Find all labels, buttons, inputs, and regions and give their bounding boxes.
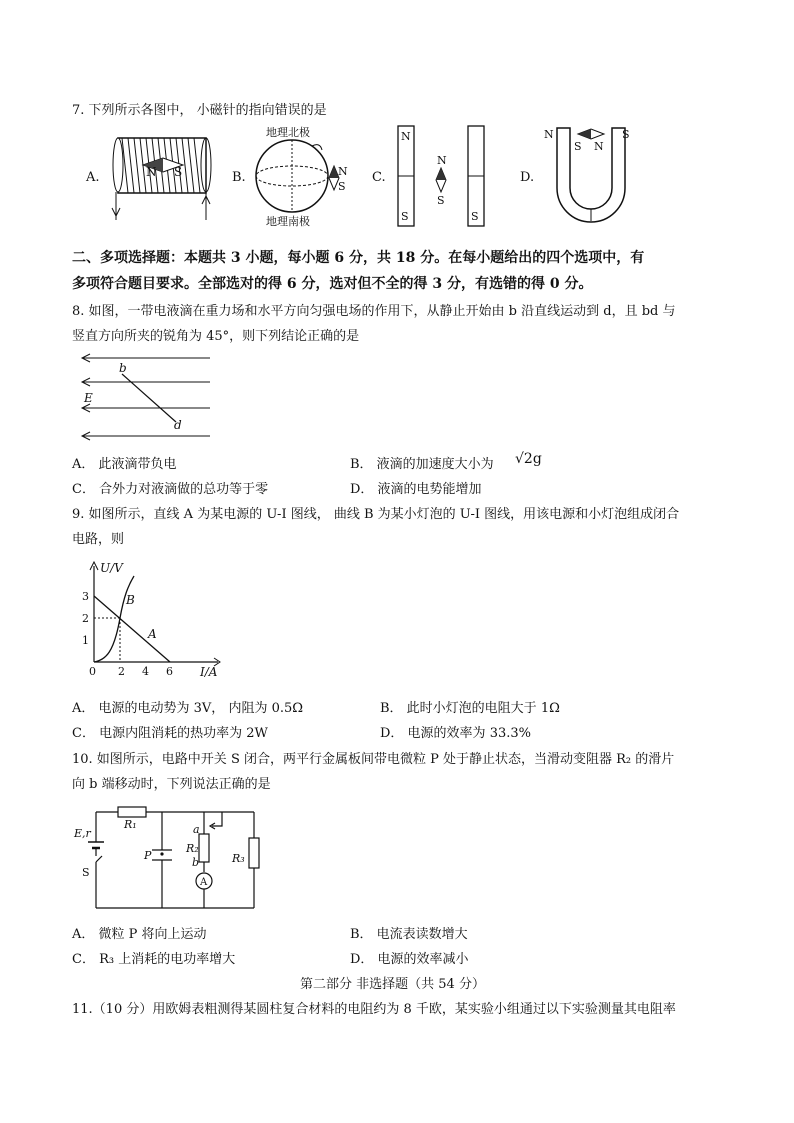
q8-fig-d: d bbox=[174, 418, 182, 432]
q7-label-c: C. bbox=[372, 170, 386, 185]
q7-label-a: A. bbox=[86, 170, 100, 185]
q10-circuit bbox=[72, 800, 272, 915]
q9-xtick-2: 2 bbox=[118, 665, 125, 678]
q10-option-d: D． 电源的效率减小 bbox=[350, 952, 469, 967]
q8-line2: 竖直方向所夹的锐角为 45°，则下列结论正确的是 bbox=[72, 329, 360, 344]
part2-heading: 第二部分 非选择题（共 54 分） bbox=[300, 977, 485, 992]
q10-fig-a: a bbox=[193, 823, 200, 836]
q7-b-south: 地理南极 bbox=[266, 215, 310, 228]
q7-figure-d-u-magnet bbox=[540, 124, 640, 229]
q9-label-b: B bbox=[126, 593, 135, 607]
q10-fig-p: P bbox=[144, 849, 152, 862]
q10-line2: 向 b 端移动时，下列说法正确的是 bbox=[72, 777, 271, 792]
q8-option-c: C． 合外力对液滴做的总功等于零 bbox=[72, 482, 269, 497]
q9-ytick-1: 1 bbox=[82, 634, 89, 647]
q9-xlabel: I/A bbox=[200, 665, 218, 679]
q7-stem: 7. 下列所示各图中， 小磁针的指向错误的是 bbox=[72, 103, 327, 118]
q7-a-s: S bbox=[174, 165, 183, 179]
q7-c-s-left: S bbox=[401, 210, 409, 223]
q7-b-s: S bbox=[338, 180, 346, 193]
q7-figure-c-bar-magnets bbox=[392, 124, 502, 229]
q10-fig-r1: R₁ bbox=[124, 818, 137, 831]
q10-option-a: A． 微粒 P 将向上运动 bbox=[72, 927, 207, 942]
q10-option-c: C． R₃ 上消耗的电功率增大 bbox=[72, 952, 236, 967]
q9-xtick-6: 6 bbox=[166, 665, 173, 678]
q9-line1: 9. 如图所示，直线 A 为某电源的 U-I 图线， 曲线 B 为某小灯泡的 U-I 图线，用该电源和小灯泡组成闭合 bbox=[72, 507, 680, 522]
q8-option-b-expr: √2g bbox=[515, 451, 542, 467]
q11-stem: 11.（10 分）用欧姆表粗测得某圆柱复合材料的电阻约为 8 千欧，某实验小组通过以下实验测量其电阻率 bbox=[72, 1002, 676, 1017]
q7-a-n: N bbox=[146, 165, 157, 179]
q9-xtick-0: 0 bbox=[89, 665, 96, 678]
q8-field-figure bbox=[76, 350, 216, 445]
q8-fig-b: b bbox=[119, 361, 127, 375]
q10-fig-b: b bbox=[192, 856, 200, 869]
q7-d-s-right: S bbox=[622, 128, 630, 141]
q7-figure-b-earth bbox=[250, 124, 360, 229]
q9-ytick-3: 3 bbox=[82, 590, 89, 603]
q7-c-s-mid: S bbox=[437, 194, 445, 207]
q7-label-d: D. bbox=[520, 170, 535, 185]
q7-d-n-mid: N bbox=[594, 140, 604, 153]
q9-option-c: C． 电源内阻消耗的热功率为 2W bbox=[72, 726, 268, 741]
q8-option-a: A． 此液滴带负电 bbox=[72, 457, 177, 472]
q7-d-s-mid: S bbox=[574, 140, 582, 153]
q10-fig-r3: R₃ bbox=[232, 852, 245, 865]
q7-c-n-left: N bbox=[401, 130, 411, 143]
q7-c-n-mid: N bbox=[437, 154, 447, 167]
q10-fig-ammeter: A bbox=[200, 877, 208, 888]
q8-line1: 8. 如图，一带电液滴在重力场和水平方向匀强电场的作用下，从静止开始由 b 沿直线运动到 d，且 bd 与 bbox=[72, 304, 676, 319]
section2-line1: 二、多项选择题：本题共 3 小题，每小题 6 分，共 18 分。在每小题给出的四个选项中，有 bbox=[72, 250, 645, 266]
q7-label-b: B. bbox=[232, 170, 246, 185]
q9-option-a: A． 电源的电动势为 3V， 内阻为 0.5Ω bbox=[72, 701, 304, 716]
q10-line1: 10. 如图所示，电路中开关 S 闭合，两平行金属板间带电微粒 P 处于静止状态，当滑动变阻器 R₂ 的滑片 bbox=[72, 752, 675, 767]
q9-ylabel: U/V bbox=[100, 561, 123, 575]
q9-ytick-2: 2 bbox=[82, 612, 89, 625]
q10-option-b: B． 电流表读数增大 bbox=[350, 927, 468, 942]
q9-option-d: D． 电源的效率为 33.3% bbox=[380, 726, 531, 741]
q8-option-d: D． 液滴的电势能增加 bbox=[350, 482, 482, 497]
q7-b-north: 地理北极 bbox=[266, 126, 310, 139]
q9-option-b: B． 此时小灯泡的电阻大于 1Ω bbox=[380, 701, 560, 716]
q7-b-n: N bbox=[338, 165, 348, 178]
q10-fig-er: E,r bbox=[74, 827, 91, 840]
q10-fig-r2: R₂ bbox=[186, 842, 199, 855]
q9-xtick-4: 4 bbox=[142, 665, 149, 678]
q9-curve-b bbox=[94, 576, 134, 662]
q10-fig-s: S bbox=[82, 866, 90, 879]
q9-ui-graph bbox=[80, 556, 230, 681]
q8-fig-e: E bbox=[84, 391, 93, 405]
q7-figure-a-solenoid bbox=[108, 128, 218, 223]
q7-c-s-right: S bbox=[471, 210, 479, 223]
q8-option-b: B． 液滴的加速度大小为 bbox=[350, 457, 494, 472]
section2-line2: 多项符合题目要求。全部选对的得 6 分，选对但不全的得 3 分，有选错的得 0 分。 bbox=[72, 276, 593, 292]
q9-label-a: A bbox=[148, 627, 157, 641]
q9-line2: 电路，则 bbox=[72, 532, 125, 547]
q7-d-n-left: N bbox=[544, 128, 554, 141]
